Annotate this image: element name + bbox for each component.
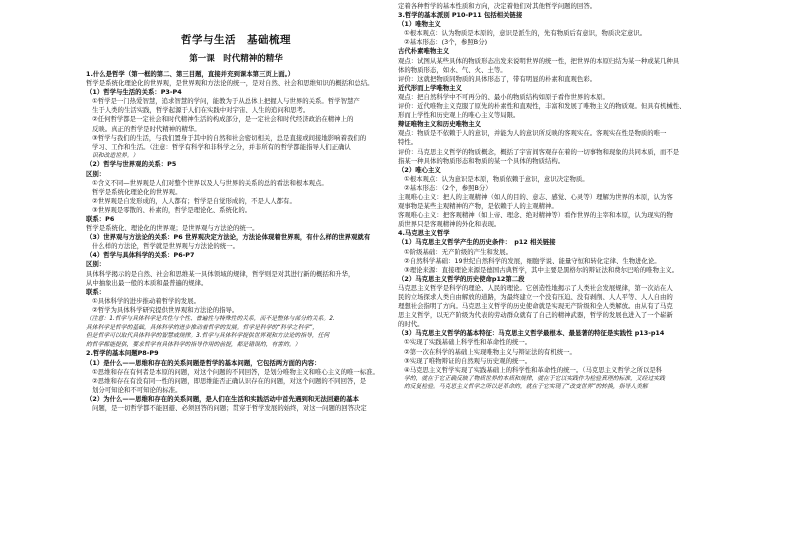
left-text-line: ①含义不同—世界观是人们对整个世界以及人与世界的关系的总的看法和根本观点。 [92, 178, 328, 187]
left-text-line: 联系：P6 [86, 215, 115, 223]
right-text-line: （1）唯物主义 [398, 20, 441, 29]
left-text-line: （3）世界观与方法论的关系：P6 世界观决定方法论，方法论体现着世界观，有什么样的世界观就有 [86, 233, 371, 242]
left-text-line: 识和改造世界。） [92, 152, 139, 159]
left-column-body [86, 70, 386, 413]
right-text-line: ②基本形态：(3个，参照B分) [404, 38, 488, 47]
left-text-line: 区别： [86, 169, 106, 178]
left-text-line: 学习、工作和生活。（注意：哲学有科学和非科学之分，并非所有的哲学都能指导人们正确认 [92, 142, 351, 151]
left-text-line: 但是哲学可以取代具体科学的智慧或规律。3.哲学与具体科学提供世界观和方法论的指导，任何 [86, 333, 330, 340]
left-text-line: 哲学是系统化理论化的世界观。 [92, 187, 182, 196]
right-text-line: 的反复检验。马克思主义哲学之所以是革命的，就在于它实现了“改变世界”的转换，指导人类解 [404, 384, 648, 391]
right-text-line: ④马克思主义哲学实现了实践基础上的科学性和革命性的统一。（马克思主义哲学之所以是科 [404, 365, 663, 374]
right-text-line: ③实现了唯物辩证的自然观与历史观的统一。 [404, 356, 532, 365]
left-text-line: 问题，是一切哲学都不能回避、必须回答的问题；贯穿于哲学发展的始终，对这一问题的回答决定 [92, 403, 367, 412]
right-text-line: 指某一种具体的物质形态和物质的某一个具体的物质结构。 [398, 156, 565, 165]
lesson-title: 第一课 时代精神的精华 [189, 54, 283, 64]
right-text-line: 古代朴素唯物主义 [398, 47, 450, 56]
left-text-line: 划分可知论和不可知论的标准。 [92, 385, 182, 394]
left-text-line: （1）哲学与生活的关系：P3-P4 [86, 88, 182, 97]
right-text-line: 形而上学性和历史观上的唯心主义等局限。 [398, 111, 520, 120]
right-text-line: 理想社会指明了方向。马克思主义哲学的历史使命就是实现无产阶级和全人类解放。由从有了马克 [398, 302, 673, 311]
right-text-line: 马克思主义哲学是科学的理论、人民的理论。它创造性地揭示了人类社会发展规律，第一次站在人 [398, 283, 673, 292]
right-text-line: 评价：近代唯物主义克服了原先的朴素性和直观性，丰富和发展了唯物主义的物质观。但具有机械性、 [398, 102, 686, 111]
right-text-line: ①阶级基础：无产阶级的产生和发展。 [404, 247, 512, 256]
left-text-line: 反映。真正的哲学是时代精神的精华。 [92, 124, 201, 133]
right-text-line: 学的，就在于它正确反映了物质世界的本质和规律，就在于它以实践作为检验真理的标准，又经过实践 [404, 375, 665, 382]
right-text-line: ①实现了实践基础上科学性和革命性的统一。 [404, 338, 532, 347]
right-text-line: ①根本观点：认为物质是本原的，意识是派生的，先有物质后有意识，物质决定意识。 [404, 29, 647, 38]
right-text-line: 评价：马克思主义哲学的物质概念，概括了宇宙间客观存在着的一切事物和现象的共同本质，而不是 [398, 147, 680, 156]
right-text-line: （2）唯心主义 [398, 165, 441, 174]
left-text-line: ①具体科学的进步推动着哲学的发展。 [92, 296, 200, 305]
left-text-line: 什么样的方法论，哲学就是世界观与方法论的统一。 [92, 242, 239, 251]
right-text-line: 特性。 [398, 138, 418, 147]
left-text-line: （4）哲学与具体科学的关系：P6-P7 [86, 251, 195, 260]
right-text-line: ②第一次在科学的基础上实现唯物主义与辩证法的有机统一。 [404, 347, 576, 356]
left-text-line: ②哲学为具体科学研究提供世界观和方法论的指导。 [92, 305, 239, 314]
right-text-line: 观事物是某些主观精神的产物，是依赖于人的主观精神。 [398, 202, 558, 211]
right-text-line: 辩证唯物主义和历史唯物主义 [398, 120, 482, 129]
right-text-line: 评价：这就把物质同物质的具体形态了，带有明显的朴素和直观色彩。 [398, 74, 597, 83]
left-column [86, 34, 386, 413]
right-text-line: ②基本形态：（2个，参照B分） [404, 183, 492, 192]
right-text-line: ①根本观点：认为意识是本原，物质依赖于意识，意识决定物质。 [404, 174, 589, 183]
right-text-line: 体的物质形态，如水、气、火、土等。 [398, 65, 507, 74]
right-text-line: 观点：物质是不依赖于人的意识，并能为人的意识所反映的客观实在。客观实在性是物质的唯一 [398, 129, 667, 138]
left-text-line: （2）哲学与世界观的关系：P5 [86, 160, 177, 169]
left-text-line: 区别： [86, 260, 106, 269]
left-text-line: 具体科学是哲学的基础，具体科学的进步推动着哲学的发展。哲学是科学的“科学之科学”， [86, 324, 319, 331]
right-text-line: （3）马克思主义哲学的基本特征：马克思主义哲学最根本、最显著的特征是实践性 p13-p14 [398, 329, 665, 338]
left-text-line: 联系： [86, 287, 106, 296]
left-text-line: 从中抽象出最一般的本质和最普遍的规律。 [86, 278, 208, 287]
right-text-line: 观点：试图从某些具体的物质形态出发来说明世界的统一性，把世界的本原归结为某一种或某几种具 [398, 56, 680, 65]
right-text-line: 定着各种哲学的基本性质和方向，决定着他们对其他哲学问题的回答。 [398, 2, 597, 10]
left-text-line: 1.什么是哲学（第一框的第二、第三目题，直接并充到课本第三页上面。） [86, 70, 295, 78]
left-text-line: ①哲学是一门热爱智慧，追求智慧的学问，能教为于从总体上把握人与世界的关系。哲学智慧产 [92, 97, 360, 106]
right-text-line: 思主义哲学，以无产阶级为代表的劳动群众就有了自己的精神武器，哲学的发展也进入了一个崭新 [398, 311, 673, 320]
left-text-line: ②世界观是自发形成的，人人都有；哲学是自觉形成的，不是人人都有。 [92, 196, 296, 205]
left-text-line: （1）是什么——思维和存在的关系问题是哲学的基本问题，它包括两方面的内容： [86, 358, 321, 367]
right-text-line: （1）马克思主义哲学产生的历史条件： p12 相关链接 [398, 238, 556, 247]
right-text-line: 主观唯心主义：把人的主观精神（如人的目的、意志、感觉、心灵等）理解为世界的本原，认为客 [398, 192, 673, 201]
right-text-line: 客观唯心主义：把客观精神（如上帝、理念、绝对精神等）看作世界的主宰和本原，认为现实的物 [398, 211, 673, 220]
left-text-line: 哲学是系统化理论化的世界观，是世界观和方法论的统一，是对自然、社会和思维知识的概括和总结。 [86, 79, 374, 88]
right-text-line: 观点：把自然科学中不可再分的、最小的物质结构如原子看作世界的本原。 [398, 92, 609, 101]
left-text-line: ③哲学与我们的生活，与我们置身于其中的自然和社会密切相关，总是直接或间接地影响着我们的 [92, 133, 367, 142]
left-text-line: ③世界观是零散的、朴素的，哲学是理论化、系统化的。 [92, 205, 252, 214]
right-text-line: 近代形而上学唯物主义 [398, 83, 462, 92]
left-text-line: ②思维和存在有没有同一性的问题，即思维能否正确认识存在的问题，对这个问题的不同回答，是 [92, 376, 367, 385]
right-text-line: ②自然科学基础：19世纪自然科学的发展，细胞学说、能量守恒和转化定律、生物进化论。 [404, 256, 661, 265]
document-title: 哲学与生活 基础梳理 [181, 34, 291, 46]
right-column [398, 2, 698, 392]
left-text-line: 的哲学都能提供，要求哲学有具体科学的指导作用的前提，都是错误的，有害的。） [86, 341, 301, 348]
left-text-line: 哲学是系统化、理论化的世界观；是世界观与方法论的统一。 [86, 224, 259, 233]
right-text-line: 4.马克思主义哲学 [398, 229, 450, 238]
left-text-line: 2.哲学的基本问题P8-P9 [86, 349, 159, 358]
right-text-line: ③理论来源：直接理论来源是德国古典哲学，其中主要是黑格尔的辩证法和费尔巴哈的唯物主义。 [404, 265, 679, 274]
right-text-line: 3.哲学的基本派别 P10-P11 包括相关链接 [398, 11, 523, 20]
right-text-line: 的时代。 [398, 320, 424, 329]
left-text-line: 具体科学揭示的是自然、社会和思维某一具体领域的规律，哲学则是对其进行新的概括和升华， [86, 269, 355, 278]
right-column-body [398, 2, 698, 392]
left-text-line: ①思维和存在有何者是本原的问题，对这个问题的不同回答，是划分唯物主义和唯心主义的唯一标准。 [92, 367, 379, 376]
left-text-line: （2）为什么——思维和存在的关系问题，是人们在生活和实践活动中首先遇到和无法回避的基本 [86, 394, 359, 403]
right-text-line: 民的立场探求人类自由解放的道路，为最终建立一个没有压迫、没有剥削、人人平等、人人自由的 [398, 293, 673, 301]
left-text-line: ②任何哲学都是一定社会和时代精神生活的构成部分，是一定社会和时代经济政治在精神上的 [92, 115, 354, 124]
right-text-line: 质世界只是客观精神的外化和表现。 [398, 220, 501, 229]
left-text-line: （注意：1.哲学与具体科学是共性与个性、普遍性与特殊性的关系，而不是整体与部分的关系。2. [86, 316, 335, 323]
left-text-line: 生于人类的生活实践，哲学起源于人们在实践中对宇宙、人生的追问和思考。 [92, 106, 310, 115]
right-text-line: （2）马克思主义哲学的历史使命p12第二段 [398, 274, 525, 283]
